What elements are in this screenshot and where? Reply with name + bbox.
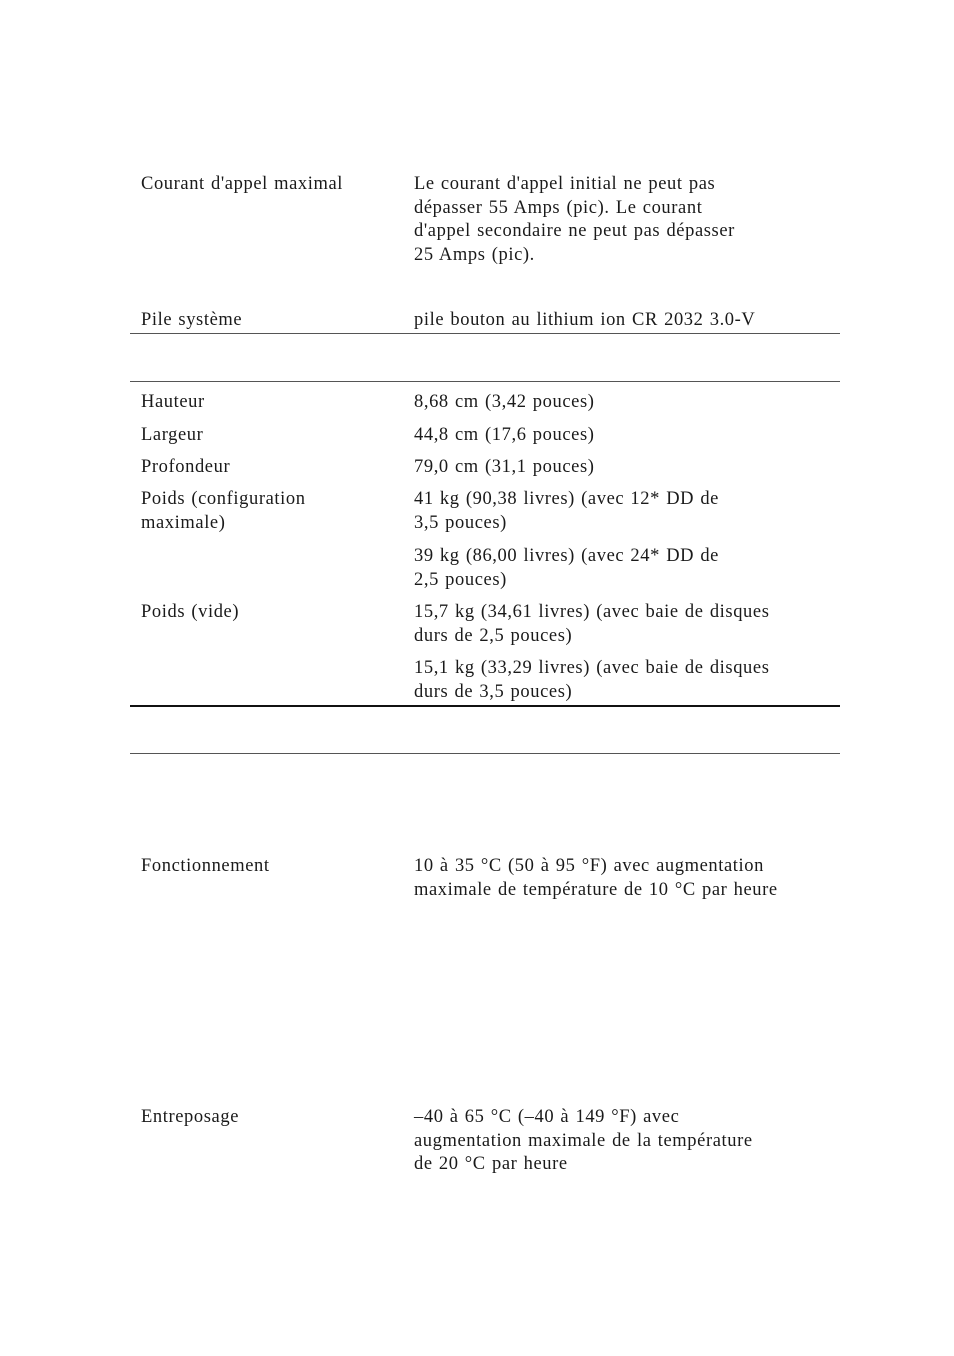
operating-temp-value: 10 à 35 °C (50 à 95 °F) avec augmentation maximale de température de 10 °C par heure <box>414 856 778 900</box>
weight-max-label: Poids (configuration maximale) <box>141 489 306 533</box>
depth-label: Profondeur <box>141 457 231 477</box>
operating-temp-label: Fonctionnement <box>141 856 270 876</box>
weight-empty-value-35-bay: 15,1 kg (33,29 livres) (avec baie de disques durs de 3,5 pouces) <box>414 658 770 702</box>
system-battery-label: Pile système <box>141 310 243 330</box>
weight-max-value-24-drives: 39 kg (86,00 livres) (avec 24* DD de 2,5 pouces) <box>414 546 719 590</box>
weight-empty-value-25-bay: 15,7 kg (34,61 livres) (avec baie de disques durs de 2,5 pouces) <box>414 602 770 646</box>
section-divider <box>130 381 840 382</box>
depth-value: 79,0 cm (31,1 pouces) <box>414 457 595 477</box>
section-divider <box>130 753 840 754</box>
height-value: 8,68 cm (3,42 pouces) <box>414 392 595 412</box>
inrush-current-label: Courant d'appel maximal <box>141 174 344 194</box>
width-label: Largeur <box>141 425 204 445</box>
table-divider <box>130 333 840 334</box>
height-label: Hauteur <box>141 392 205 412</box>
system-battery-value: pile bouton au lithium ion CR 2032 3.0-V <box>414 310 756 330</box>
storage-temp-label: Entreposage <box>141 1107 240 1127</box>
inrush-current-value: Le courant d'appel initial ne peut pas dépasser 55 Amps (pic). Le courant d'appel secondaire ne peut pas dépasser 25 Amps (pic). <box>414 174 735 265</box>
weight-empty-label: Poids (vide) <box>141 602 240 622</box>
table-bottom-rule <box>130 705 840 707</box>
weight-max-value-12-drives: 41 kg (90,38 livres) (avec 12* DD de 3,5 pouces) <box>414 489 719 533</box>
width-value: 44,8 cm (17,6 pouces) <box>414 425 595 445</box>
storage-temp-value: –40 à 65 °C (–40 à 149 °F) avec augmentation maximale de la température de 20 °C par heure <box>414 1107 753 1174</box>
